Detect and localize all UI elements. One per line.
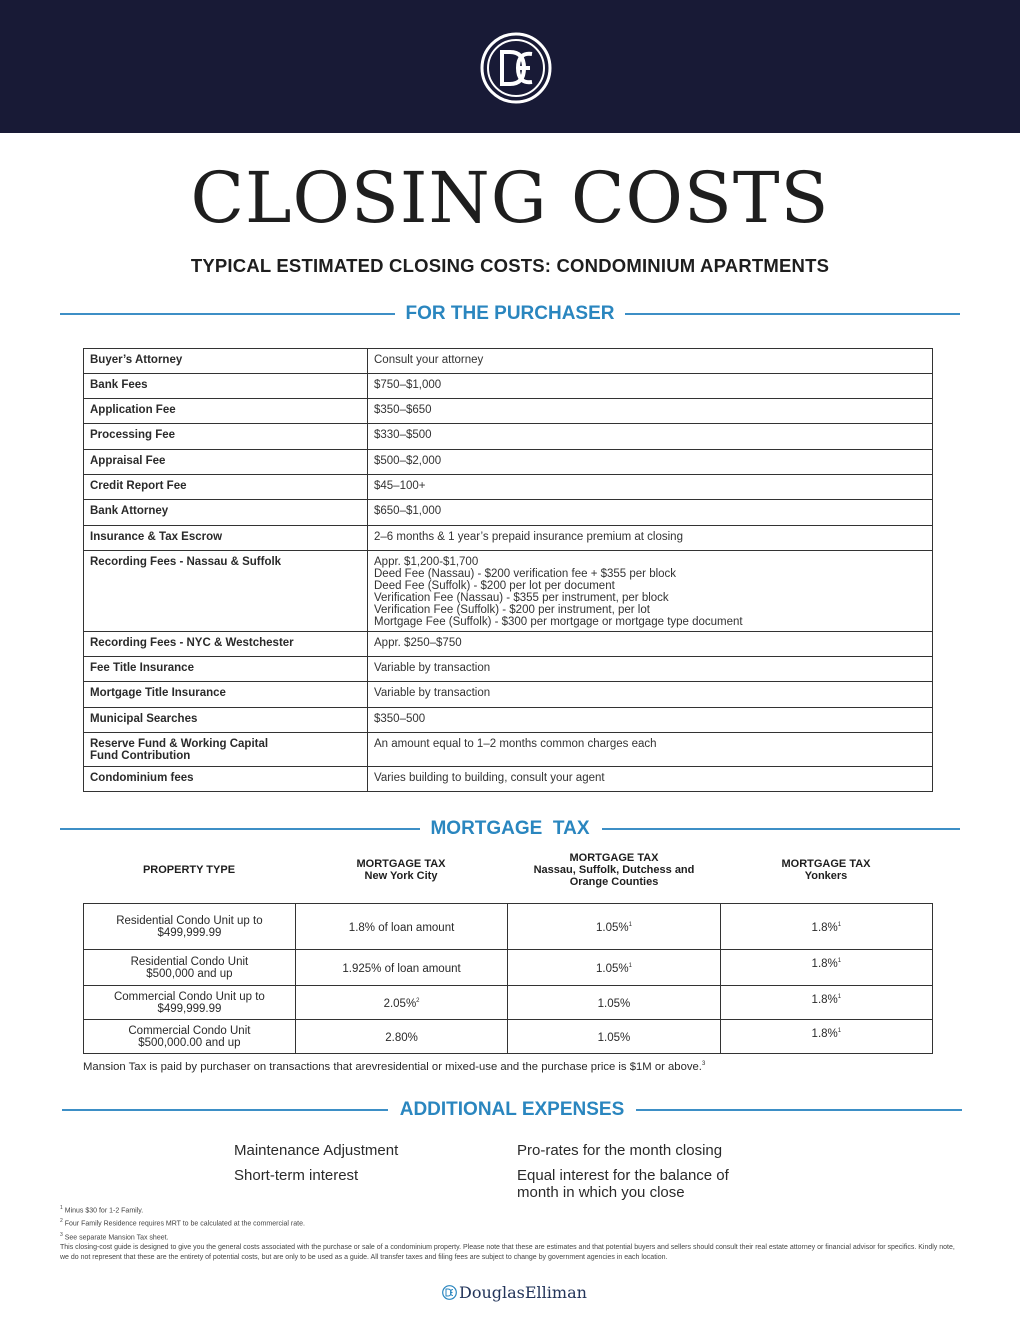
cost-item-value: 2–6 months & 1 year’s prepaid insurance premium at closing <box>368 526 933 551</box>
cost-row <box>84 374 933 399</box>
disclaimer: This closing-cost guide is designed to give you the general costs associated with the purchase or sale of a condominium property. Please note that these are estimates and that potential buyers and sellers should consult their real estate attorney or financial advisor for specifics. Kindly note, we do not represent that these are the entirety of potential costs, but are only to be used as a guide. All transfer taxes and filing fees are subject to change by government agencies in each location. <box>60 1243 955 1261</box>
header-band <box>0 0 1020 133</box>
purchaser-costs-table <box>83 348 933 792</box>
cost-row <box>84 500 933 526</box>
de-small-logo-icon <box>442 1285 457 1300</box>
cost-row <box>84 657 933 682</box>
mortgage-tax-cell-nassau: 1.05% <box>508 986 720 1020</box>
cost-item-label: Insurance & Tax Escrow <box>84 526 368 551</box>
additional-label-interest: Short-term interest <box>234 1167 359 1184</box>
mortgage-tax-row <box>84 1020 933 1054</box>
cost-item-label: Buyer’s Attorney <box>84 349 368 374</box>
additional-label-maintenance: Maintenance Adjustment <box>234 1142 399 1159</box>
mortgage-tax-cell-yonkers: 1.8%$^1$ <box>720 950 932 986</box>
mortgage-tax-section-heading <box>60 817 960 841</box>
mortgage-tax-cell-yonkers: 1.8%$^1$ <box>720 986 932 1020</box>
cost-item-value: Variable by transaction <box>368 682 933 708</box>
cost-item-label: Processing Fee <box>84 424 368 450</box>
cost-item-label: Condominium fees <box>84 767 368 792</box>
cost-row <box>84 424 933 450</box>
cost-item-value: Appr. $250–$750 <box>368 632 933 657</box>
column-header-yonkers: MORTGAGE TAX Yonkers <box>781 858 871 882</box>
cost-item-value: $750–$1,000 <box>368 374 933 399</box>
purchaser-heading-label: FOR THE PURCHASER <box>395 303 624 324</box>
mortgage-tax-row <box>84 950 933 986</box>
cost-row <box>84 767 933 792</box>
mortgage-tax-cell-type: Commercial Condo Unit $500,000.00 and up <box>84 1020 296 1054</box>
mortgage-tax-cell-nyc: 2.05%$^2$ <box>295 986 507 1020</box>
cost-row <box>84 475 933 500</box>
cost-item-label: Fee Title Insurance <box>84 657 368 682</box>
cost-item-label: Credit Report Fee <box>84 475 368 500</box>
cost-item-value: Varies building to building, consult your agent <box>368 767 933 792</box>
mortgage-tax-row <box>84 904 933 950</box>
column-header-nyc: MORTGAGE TAX New York City <box>356 858 446 882</box>
mortgage-tax-cell-yonkers: 1.8%$^1$ <box>720 1020 932 1054</box>
cost-item-label: Reserve Fund & Working Capital Fund Contribution <box>84 733 368 767</box>
cost-item-value: $45–100+ <box>368 475 933 500</box>
cost-item-value: $650–$1,000 <box>368 500 933 526</box>
mortgage-tax-table <box>83 903 933 1054</box>
cost-item-label: Mortgage Title Insurance <box>84 682 368 708</box>
cost-item-value: Appr. $1,200-$1,700 Deed Fee (Nassau) - $200 verification fee + $355 per block Deed Fee (Suffolk) - $200 per lot per document Verification Fee (Nassau) - $355 per instrument, per block Verification Fee (Suffolk) - $200 per instrument, per lot Mortgage Fee (Suffolk) - $300 per mortgage or mortgage type document <box>368 551 933 632</box>
footnote-3: $^3$ See separate Mansion Tax sheet. <box>60 1231 169 1241</box>
additional-expenses-section-heading <box>62 1098 962 1122</box>
page-title: CLOSING COSTS <box>190 157 830 239</box>
mortgage-tax-cell-type: Commercial Condo Unit up to $499,999.99 <box>84 986 296 1020</box>
cost-item-label: Recording Fees - Nassau & Suffolk <box>84 551 368 632</box>
mortgage-tax-cell-yonkers: 1.8%$^1$ <box>720 904 932 950</box>
mortgage-tax-cell-nassau: 1.05% <box>508 1020 720 1054</box>
mortgage-tax-cell-nassau: 1.05%$^1$ <box>508 950 720 986</box>
cost-item-value: $350–$650 <box>368 399 933 424</box>
additional-value-interest: Equal interest for the balance of month in which you close <box>517 1167 729 1201</box>
mortgage-tax-cell-nyc: 1.8% of loan amount <box>295 904 507 950</box>
cost-item-label: Application Fee <box>84 399 368 424</box>
mortgage-tax-cell-nyc: 2.80% <box>295 1020 507 1054</box>
cost-item-label: Bank Attorney <box>84 500 368 526</box>
column-header-property-type: PROPERTY TYPE <box>142 864 236 876</box>
cost-item-label: Recording Fees - NYC & Westchester <box>84 632 368 657</box>
mortgage-tax-cell-nyc: 1.925% of loan amount <box>295 950 507 986</box>
cost-row <box>84 632 933 657</box>
cost-row <box>84 708 933 733</box>
cost-item-label: Bank Fees <box>84 374 368 399</box>
cost-item-value: Variable by transaction <box>368 657 933 682</box>
cost-item-label: Appraisal Fee <box>84 450 368 475</box>
mortgage-tax-cell-type: Residential Condo Unit $500,000 and up <box>84 950 296 986</box>
footnotes <box>60 1203 965 1263</box>
mortgage-tax-cell-nassau: 1.05%$^1$ <box>508 904 720 950</box>
cost-row <box>84 733 933 767</box>
footnote-1: $^1$ Minus $30 for 1-2 Family. <box>60 1205 144 1215</box>
cost-row <box>84 682 933 708</box>
brand-name: DouglasElliman <box>459 1283 587 1302</box>
cost-item-value: $500–$2,000 <box>368 450 933 475</box>
mortgage-tax-heading-label: MORTGAGE TAX <box>420 818 599 839</box>
cost-item-label: Municipal Searches <box>84 708 368 733</box>
cost-row <box>84 399 933 424</box>
de-monogram-logo <box>480 32 552 104</box>
cost-row <box>84 526 933 551</box>
cost-row <box>84 349 933 374</box>
mortgage-tax-cell-type: Residential Condo Unit up to $499,999.99 <box>84 904 296 950</box>
purchaser-section-heading <box>60 302 960 326</box>
cost-item-value: $350–500 <box>368 708 933 733</box>
cost-row <box>84 551 933 632</box>
cost-item-value: An amount equal to 1–2 months common charges each <box>368 733 933 767</box>
mortgage-tax-row <box>84 986 933 1020</box>
cost-item-value: Consult your attorney <box>368 349 933 374</box>
additional-value-maintenance: Pro-rates for the month closing <box>517 1142 723 1159</box>
column-header-nassau: MORTGAGE TAX Nassau, Suffolk, Dutchess and Orange Counties <box>533 852 695 888</box>
footnote-2: $^2$ Four Family Residence requires MRT to be calculated at the commercial rate. <box>60 1218 305 1228</box>
mansion-tax-note: Mansion Tax is paid by purchaser on transactions that arevresidential or mixed-use and the purchase price is $1M or above.$^3$ <box>83 1061 706 1073</box>
page-subtitle: TYPICAL ESTIMATED CLOSING COSTS: CONDOMINIUM APARTMENTS <box>190 255 830 276</box>
additional-heading-label: ADDITIONAL EXPENSES <box>390 1099 635 1120</box>
cost-item-value: $330–$500 <box>368 424 933 450</box>
cost-row <box>84 450 933 475</box>
